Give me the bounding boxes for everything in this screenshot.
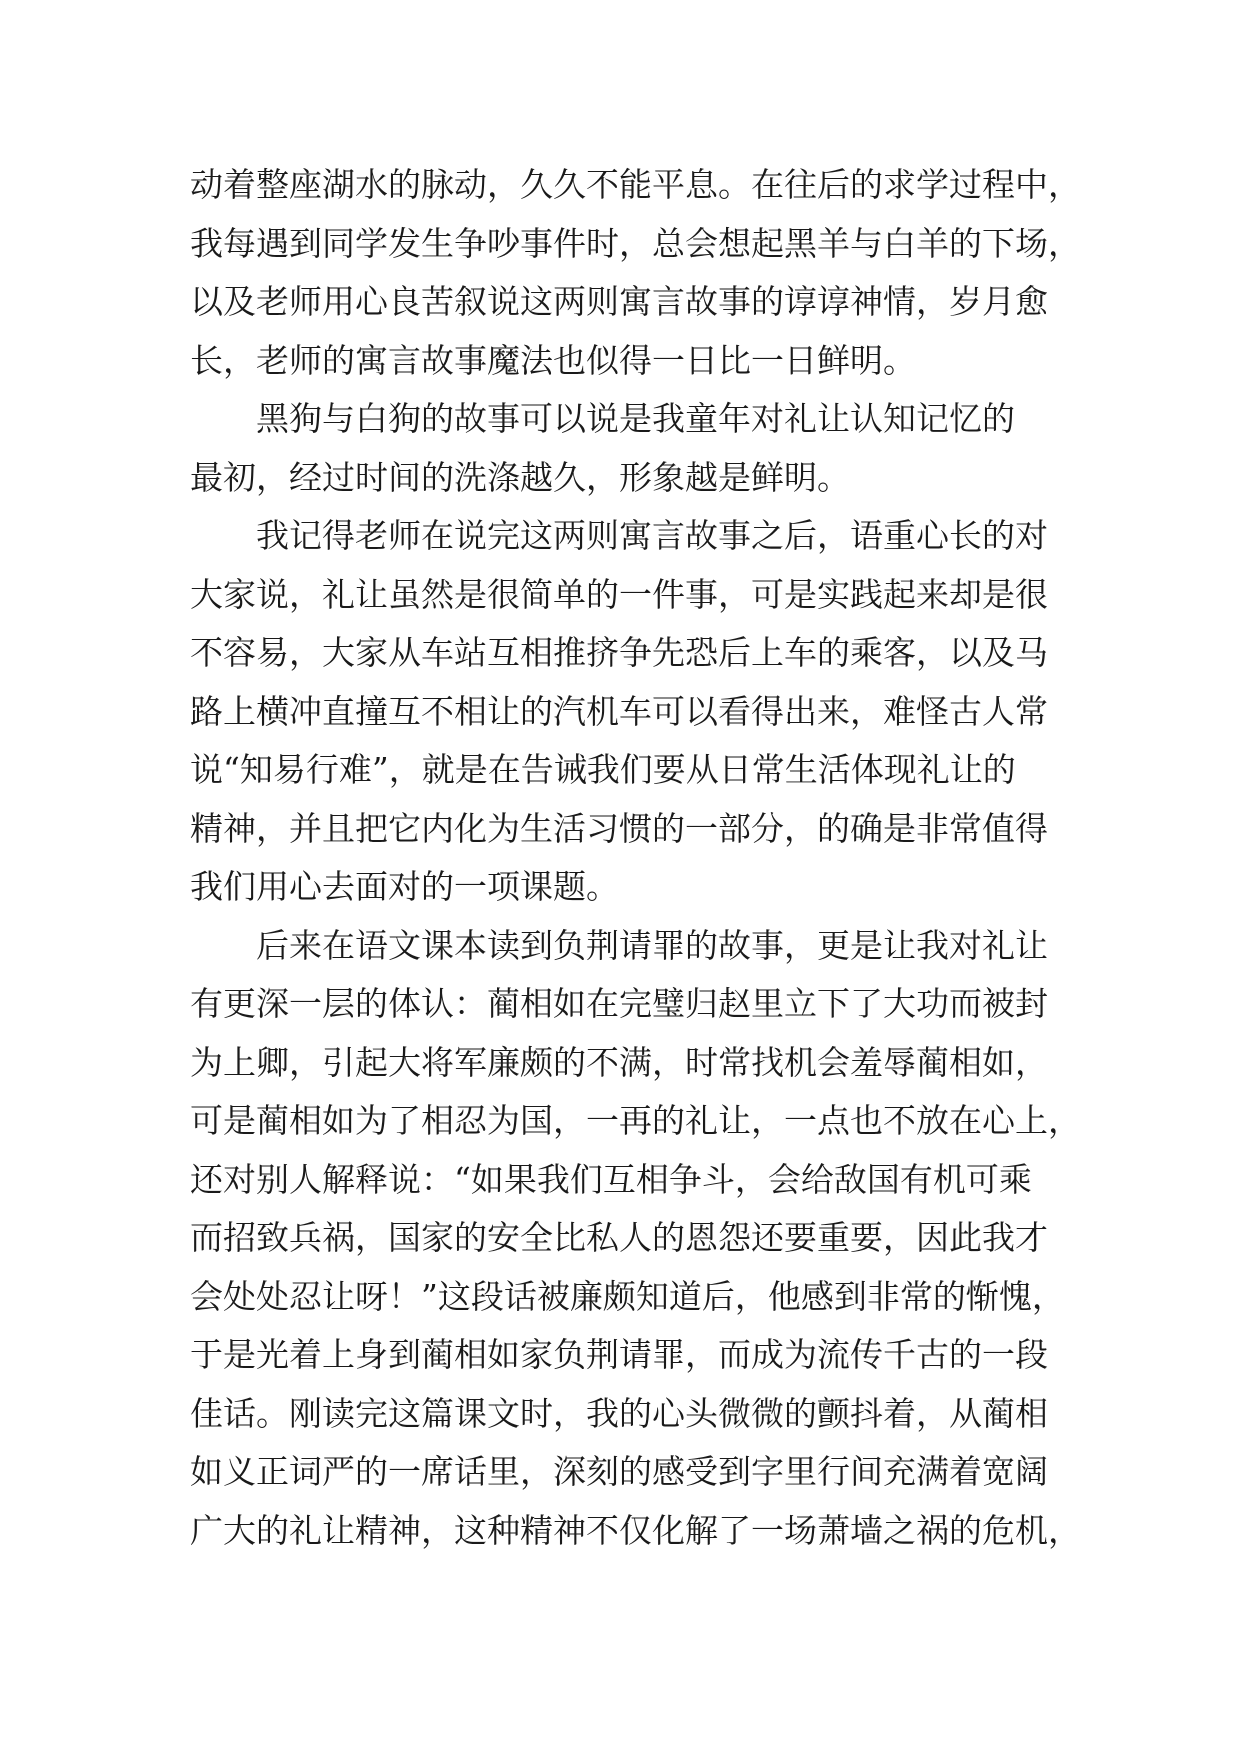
paragraph-first-line: 我记得老师在说完这两则寓言故事之后，语重心长的对: [256, 516, 1048, 555]
text-line: 长，老师的寓言故事魔法也似得一日比一日鲜明。: [190, 340, 916, 380]
document-body: [190, 156, 1090, 1560]
text-line: 我每遇到同学发生争吵事件时，总会想起黑羊与白羊的下场，: [190, 223, 1081, 263]
text-line: 不容易，大家从车站互相推挤争先恐后上车的乘客，以及马: [190, 633, 1048, 672]
text-line: 而招致兵祸，国家的安全比私人的恩怨还要重要，因此我才: [190, 1218, 1048, 1257]
text-line: 可是蔺相如为了相忍为国，一再的礼让，一点也不放在心上，: [190, 1101, 1081, 1140]
paragraph-first-line: 后来在语文课本读到负荆请罪的故事，更是让我对礼让: [256, 925, 1048, 965]
text-line: 广大的礼让精神，这种精神不仅化解了一场萧墙之祸的危机，: [190, 1510, 1081, 1550]
text-line: 于是光着上身到蔺相如家负荆请罪，而成为流传千古的一段: [190, 1335, 1048, 1374]
text-line: 动着整座湖水的脉动，久久不能平息。在往后的求学过程中，: [190, 165, 1081, 204]
text-line: 精神，并且把它内化为生活习惯的一部分，的确是非常值得: [190, 808, 1048, 848]
text-line: 为上卿，引起大将军廉颇的不满，时常找机会羞辱蔺相如，: [190, 1042, 1048, 1082]
text-line: 会处处忍让呀！”这段话被廉颇知道后，他感到非常的惭愧，: [190, 1276, 1065, 1316]
text-line: 有更深一层的体认：蔺相如在完璧归赵里立下了大功而被封: [190, 984, 1048, 1023]
text-line: 我们用心去面对的一项课题。: [190, 867, 619, 906]
text-line: 说“知易行难”，就是在告诫我们要从日常生活体现礼让的: [190, 750, 1016, 789]
text-line: 最初，经过时间的洗涤越久，形象越是鲜明。: [190, 457, 850, 497]
text-line: 路上横冲直撞互不相让的汽机车可以看得出来，难怪古人常: [190, 691, 1048, 731]
text-line: 以及老师用心良苦叙说这两则寓言故事的谆谆神情，岁月愈: [190, 282, 1048, 321]
paragraph-first-line: 黑狗与白狗的故事可以说是我童年对礼让认知记忆的: [256, 399, 1015, 438]
text-line: 如义正词严的一席话里，深刻的感受到字里行间充满着宽阔: [190, 1452, 1048, 1491]
text-line: 大家说，礼让虽然是很简单的一件事，可是实践起来却是很: [190, 574, 1048, 614]
text-line: 还对别人解释说：“如果我们互相争斗，会给敌国有机可乘: [190, 1159, 1032, 1199]
text-line: 佳话。刚读完这篇课文时，我的心头微微的颤抖着，从蔺相: [190, 1393, 1048, 1433]
